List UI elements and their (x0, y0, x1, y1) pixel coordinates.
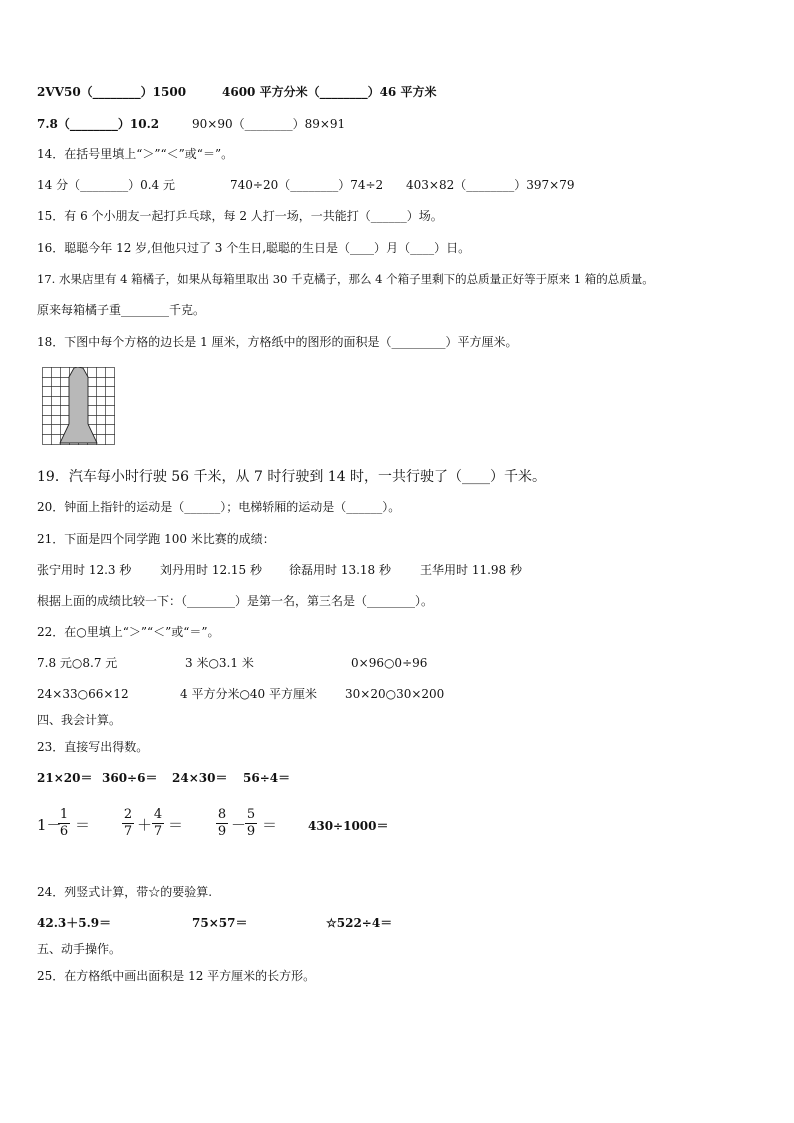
q24-item-c: ☆522÷4＝ (326, 916, 393, 930)
q24-item-b: 75×57＝ (192, 916, 248, 930)
numerator: 2 (123, 807, 133, 822)
denominator: 7 (123, 824, 133, 839)
question-18: 18．下图中每个方格的边长是 1 厘米，方格纸中的图形的面积是（_________）平方厘米。 (37, 335, 518, 349)
fraction-2-7 (122, 808, 134, 839)
q23-item-e: 430÷1000＝ (308, 819, 389, 833)
frac3-operator: － (231, 816, 247, 834)
denominator: 9 (217, 824, 227, 839)
q22-item-d: 24×33○66×12 (37, 687, 129, 701)
fraction-4-7 (152, 808, 164, 839)
q14-item-a: 14 分（________）0.4 元 (37, 178, 175, 192)
compare-row-1a: 2VV50（________）1500 (37, 85, 187, 99)
question-23: 23．直接写出得数。 (37, 740, 149, 754)
denominator: 9 (246, 824, 256, 839)
question-25: 25．在方格纸中画出面积是 12 平方厘米的长方形。 (37, 969, 316, 983)
fraction-1-6 (58, 808, 70, 839)
q21-result-d: 王华用时 11.98 秒 (420, 563, 522, 577)
numerator: 4 (153, 807, 163, 822)
question-20: 20．钟面上指针的运动是（______）；电梯轿厢的运动是（______）。 (37, 500, 401, 514)
grid-figure (42, 367, 116, 445)
question-24: 24．列竖式计算，带☆的要验算. (37, 885, 213, 899)
q23-item-c: 24×30＝ (172, 771, 228, 785)
numerator: 5 (246, 807, 256, 822)
question-17: 17. 水果店里有 4 箱橘子，如果从每箱里取出 30 千克橘子，那么 4 个箱子里剩下的总质量正好等于原来 1 箱的总质量。 (37, 272, 654, 286)
question-14: 14．在括号里填上“＞”“＜”或“＝”。 (37, 147, 234, 161)
frac2-operator: ＋ (137, 816, 153, 834)
numerator: 8 (217, 807, 227, 822)
q22-item-c: 0×96○0÷96 (351, 656, 428, 670)
question-15: 15．有 6 个小朋友一起打乒乓球，每 2 人打一场，一共能打（______）场。 (37, 209, 443, 223)
q14-item-c: 403×82（________）397×79 (406, 178, 575, 192)
section-5-heading: 五、动手操作。 (37, 942, 122, 956)
question-16: 16．聪聪今年 12 岁,但他只过了 3 个生日,聪聪的生日是（____）月（____）日。 (37, 241, 471, 255)
numerator: 1 (59, 807, 69, 822)
fraction-8-9 (216, 808, 228, 839)
frac2-equals: ＝ (168, 816, 184, 834)
q23-item-d: 56÷4＝ (243, 771, 291, 785)
q21-question: 根据上面的成绩比较一下：（________）是第一名，第三名是（________）。 (37, 594, 434, 608)
question-22: 22．在○里填上“＞”“＜”或“＝”。 (37, 625, 220, 639)
fraction-5-9 (245, 808, 257, 839)
q23-item-a: 21×20＝ (37, 771, 93, 785)
frac1-prefix: 1－ (37, 816, 62, 834)
q24-item-a: 42.3＋5.9＝ (37, 916, 112, 930)
q22-item-e: 4 平方分米○40 平方厘米 (180, 687, 318, 701)
q22-item-b: 3 米○3.1 米 (185, 656, 254, 670)
compare-row-1b: 4600 平方分米（________）46 平方米 (222, 85, 437, 99)
frac3-equals: ＝ (262, 816, 278, 834)
q22-item-f: 30×20○30×200 (345, 687, 445, 701)
q23-item-b: 360÷6＝ (102, 771, 158, 785)
denominator: 7 (153, 824, 163, 839)
compare-row-2b: 90×90（________）89×91 (192, 117, 346, 131)
denominator: 6 (59, 824, 69, 839)
question-17-answer: 原来每箱橘子重________千克。 (37, 303, 206, 317)
q21-result-a: 张宁用时 12.3 秒 (37, 563, 132, 577)
section-4-heading: 四、我会计算。 (37, 713, 122, 727)
frac1-equals: ＝ (75, 816, 91, 834)
q21-result-c: 徐磊用时 13.18 秒 (289, 563, 391, 577)
question-21: 21．下面是四个同学跑 100 米比赛的成绩： (37, 532, 275, 546)
q22-item-a: 7.8 元○8.7 元 (37, 656, 118, 670)
question-19: 19．汽车每小时行驶 56 千米，从 7 时行驶到 14 时，一共行驶了（____）千米。 (37, 469, 547, 485)
rocket-shape (60, 367, 97, 443)
q14-item-b: 740÷20（________）74÷2 (230, 178, 384, 192)
q21-result-b: 刘丹用时 12.15 秒 (160, 563, 262, 577)
compare-row-2a: 7.8（________）10.2 (37, 117, 160, 131)
